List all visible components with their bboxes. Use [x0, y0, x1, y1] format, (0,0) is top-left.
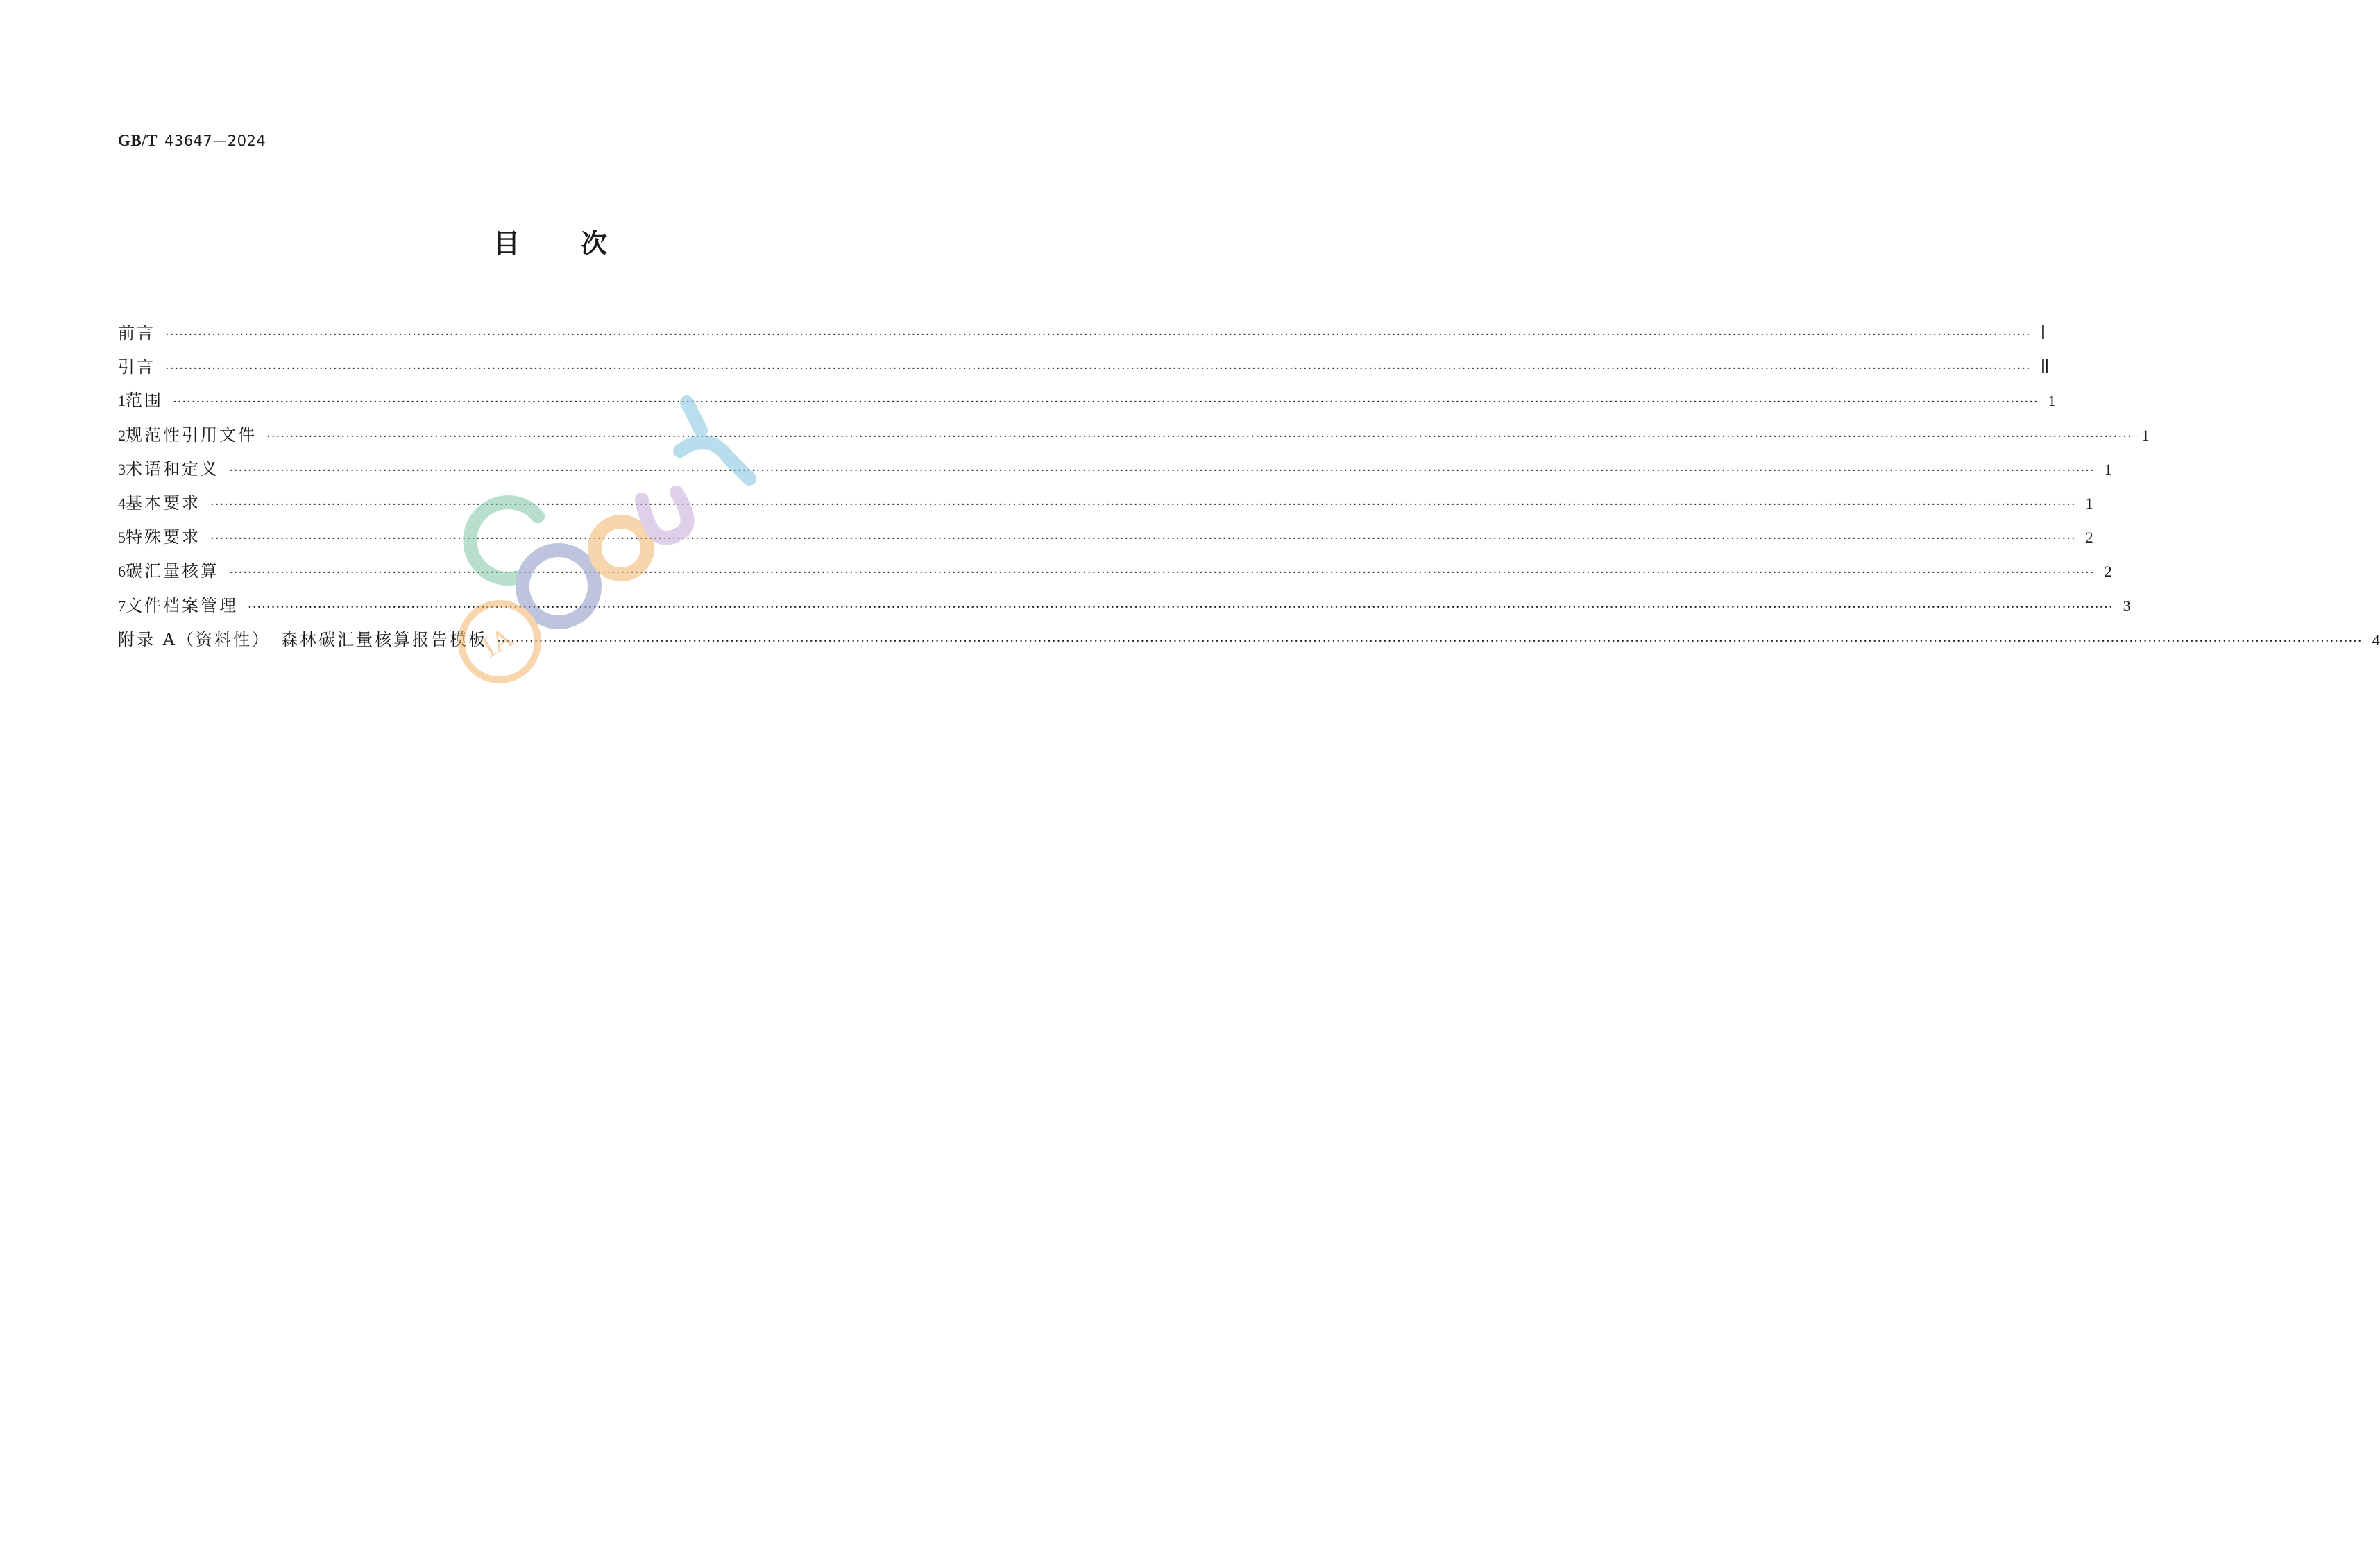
- toc-entry-introduction[interactable]: [118, 350, 2050, 384]
- toc-entry-annex-a[interactable]: [118, 623, 2380, 657]
- toc-leader: ················································································································································································································································································································································································································: [173, 395, 2039, 410]
- toc-entry-page: Ⅰ: [2040, 323, 2046, 343]
- toc-entry-page: 1: [2141, 426, 2150, 444]
- toc-entry-basic-requirements[interactable]: [118, 486, 2093, 520]
- toc-entry-carbon-sink-accounting[interactable]: [118, 554, 2112, 588]
- toc-entry-label: 特殊要求: [126, 527, 201, 547]
- toc-entry-page: 2: [2085, 529, 2093, 547]
- toc-entry-label: 范围: [126, 391, 163, 411]
- toc-leader: ················································································································································································································································································································································································································: [210, 531, 2076, 547]
- toc-entry-foreword[interactable]: [118, 316, 2046, 350]
- toc-entry-number: 5: [118, 529, 126, 547]
- toc-entry-label: 前言: [118, 323, 155, 343]
- toc-entry-label: 文件档案管理: [126, 595, 238, 615]
- toc-entry-page: 2: [2104, 563, 2112, 581]
- toc-leader: ················································································································································································································································································································································································································: [165, 361, 2031, 377]
- table-of-contents: [118, 316, 2380, 657]
- toc-entry-page: 3: [2123, 597, 2131, 615]
- toc-leader: ················································································································································································································································································································································································································: [229, 565, 2095, 581]
- toc-entry-label: 术语和定义: [126, 459, 219, 479]
- standard-prefix: GB/T: [118, 132, 158, 149]
- toc-leader: ················································································································································································································································································································································································································: [229, 463, 2095, 478]
- toc-entry-document-management[interactable]: [118, 589, 2131, 623]
- toc-leader: ················································································································································································································································································································································································································: [210, 497, 2076, 512]
- toc-entry-page: 1: [2048, 392, 2056, 410]
- title-part-2: 次: [581, 228, 608, 259]
- toc-entry-number: 7: [118, 597, 126, 615]
- toc-entry-number: 2: [118, 426, 126, 444]
- standard-number: 43647—2024: [164, 133, 266, 149]
- toc-entry-scope[interactable]: [118, 384, 2056, 418]
- toc-entry-page: Ⅱ: [2040, 357, 2050, 377]
- page-title: [0, 222, 1100, 260]
- toc-leader: ················································································································································································································································································································································································································: [248, 599, 2114, 615]
- toc-entry-number: 4: [118, 494, 126, 512]
- toc-leader: ················································································································································································································································································································································································································: [496, 633, 2363, 649]
- toc-entry-label: 基本要求: [126, 493, 201, 513]
- toc-entry-page: 1: [2104, 460, 2112, 478]
- toc-entry-number: 3: [118, 460, 126, 478]
- toc-entry-page: 1: [2085, 494, 2093, 512]
- toc-entry-number: 6: [118, 563, 126, 581]
- toc-entry-normative-references[interactable]: [118, 418, 2150, 452]
- toc-entry-terms-definitions[interactable]: [118, 452, 2112, 486]
- toc-leader: ················································································································································································································································································································································································································: [266, 429, 2132, 444]
- toc-entry-label: 附录 A（资料性） 森林碳汇量核算报告模板: [118, 629, 487, 649]
- toc-entry-page: 4: [2372, 631, 2380, 649]
- toc-entry-label: 规范性引用文件: [126, 425, 257, 445]
- toc-leader: ················································································································································································································································································································································································································: [165, 327, 2031, 342]
- standard-code: [118, 132, 266, 150]
- toc-entry-label: 碳汇量核算: [126, 561, 219, 581]
- watermark-seal-text: IA: [477, 622, 518, 664]
- toc-entry-label: 引言: [118, 357, 155, 377]
- toc-entry-number: 1: [118, 392, 126, 410]
- title-part-1: 目: [493, 228, 520, 259]
- toc-entry-special-requirements[interactable]: [118, 520, 2093, 554]
